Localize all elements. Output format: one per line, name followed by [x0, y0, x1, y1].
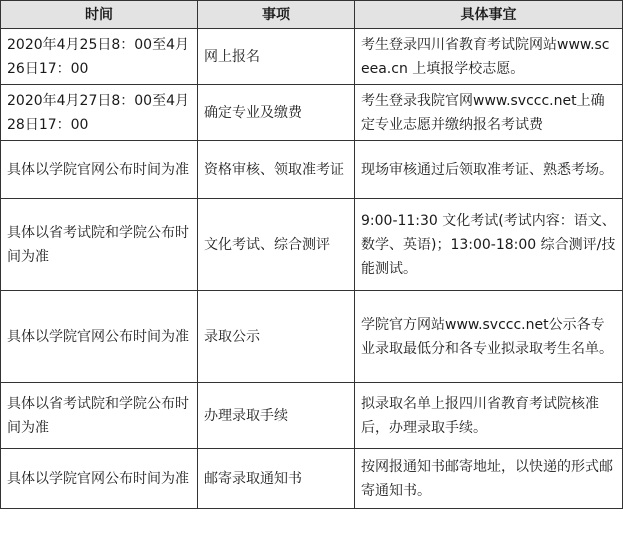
item-cell: 文化考试、综合测评 — [198, 199, 355, 291]
item-cell: 邮寄录取通知书 — [198, 449, 355, 509]
time-cell: 具体以省考试院和学院公布时间为准 — [1, 383, 198, 449]
item-cell: 网上报名 — [198, 29, 355, 85]
header-detail: 具体事宜 — [355, 1, 623, 29]
time-cell: 具体以省考试院和学院公布时间为准 — [1, 199, 198, 291]
time-cell: 具体以学院官网公布时间为准 — [1, 141, 198, 199]
time-cell: 2020年4月27日8：00至4月28日17：00 — [1, 85, 198, 141]
table-row — [1, 449, 623, 509]
time-cell: 具体以学院官网公布时间为准 — [1, 291, 198, 383]
table-row — [1, 199, 623, 291]
detail-cell: 拟录取名单上报四川省教育考试院核准后，办理录取手续。 — [355, 383, 623, 449]
item-cell: 录取公示 — [198, 291, 355, 383]
table-row — [1, 85, 623, 141]
detail-cell: 考生登录四川省教育考试院网站www.sceea.cn 上填报学校志愿。 — [355, 29, 623, 85]
item-cell: 资格审核、领取准考证 — [198, 141, 355, 199]
detail-cell: 9:00-11:30 文化考试(考试内容：语文、数学、英语)；13:00-18:00 综合测评/技能测试。 — [355, 199, 623, 291]
detail-cell: 现场审核通过后领取准考证、熟悉考场。 — [355, 141, 623, 199]
detail-cell: 学院官方网站www.svccc.net公示各专业录取最低分和各专业拟录取考生名单。 — [355, 291, 623, 383]
header-time: 时间 — [1, 1, 198, 29]
table-header-row — [1, 1, 623, 29]
item-cell: 办理录取手续 — [198, 383, 355, 449]
header-item: 事项 — [198, 1, 355, 29]
table-row — [1, 29, 623, 85]
table-row — [1, 141, 623, 199]
table-row — [1, 383, 623, 449]
item-cell: 确定专业及缴费 — [198, 85, 355, 141]
time-cell: 2020年4月25日8：00至4月26日17：00 — [1, 29, 198, 85]
time-cell: 具体以学院官网公布时间为准 — [1, 449, 198, 509]
detail-cell: 考生登录我院官网www.svccc.net上确定专业志愿并缴纳报名考试费 — [355, 85, 623, 141]
table-row — [1, 291, 623, 383]
detail-cell: 按网报通知书邮寄地址，以快递的形式邮寄通知书。 — [355, 449, 623, 509]
